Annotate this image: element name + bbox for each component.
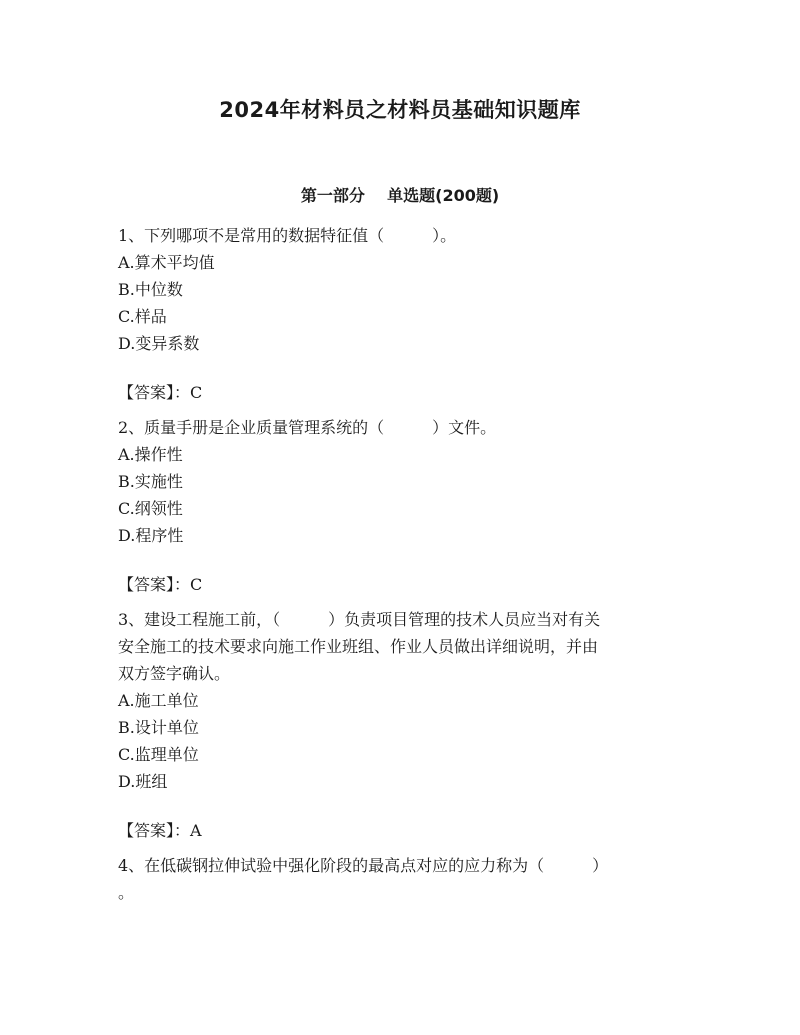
document-title: 2024年材料员之材料员基础知识题库 bbox=[219, 98, 581, 122]
question-stem-line: 4、在低碳钢拉伸试验中强化阶段的最高点对应的应力称为（ ） bbox=[118, 856, 609, 875]
option-b: B.中位数 bbox=[118, 280, 183, 299]
option-c: C.样品 bbox=[118, 307, 167, 326]
option-c: C.监理单位 bbox=[118, 745, 199, 764]
answer-line bbox=[118, 379, 678, 406]
option-d: D.程序性 bbox=[118, 526, 184, 545]
question-stem-line: 。 bbox=[118, 883, 135, 902]
option-a: A.施工单位 bbox=[118, 691, 199, 710]
option-c: C.纲领性 bbox=[118, 499, 183, 518]
option-a: A.算术平均值 bbox=[118, 253, 215, 272]
question-2 bbox=[118, 414, 678, 549]
question-stem-line: 3、建设工程施工前，（ ）负责项目管理的技术人员应当对有关 bbox=[118, 610, 601, 629]
answer-label: 【答案】： bbox=[118, 383, 191, 402]
option-b: B.设计单位 bbox=[118, 718, 199, 737]
question-1 bbox=[118, 222, 678, 357]
question-stem-line: 安全施工的技术要求向施工作业班组、作业人员做出详细说明，并由 bbox=[118, 637, 599, 656]
question-stem: 2、质量手册是企业质量管理系统的（ ）文件。 bbox=[118, 418, 497, 437]
option-b: B.实施性 bbox=[118, 472, 183, 491]
answer-value: A bbox=[190, 821, 202, 840]
answer-line bbox=[118, 817, 678, 844]
question-stem: 1、下列哪项不是常用的数据特征值（ ）。 bbox=[118, 226, 457, 245]
option-d: D.变异系数 bbox=[118, 334, 200, 353]
question-4 bbox=[118, 852, 678, 906]
question-list bbox=[118, 222, 678, 906]
answer-value: C bbox=[190, 383, 203, 402]
answer-label: 【答案】： bbox=[118, 821, 191, 840]
answer-label: 【答案】： bbox=[118, 575, 191, 594]
option-a: A.操作性 bbox=[118, 445, 183, 464]
question-3 bbox=[118, 606, 678, 795]
question-stem-line: 双方签字确认。 bbox=[118, 664, 231, 683]
answer-value: C bbox=[190, 575, 203, 594]
answer-line bbox=[118, 571, 678, 598]
option-d: D.班组 bbox=[118, 772, 168, 791]
section-title: 第一部分 单选题(200题) bbox=[300, 186, 500, 205]
